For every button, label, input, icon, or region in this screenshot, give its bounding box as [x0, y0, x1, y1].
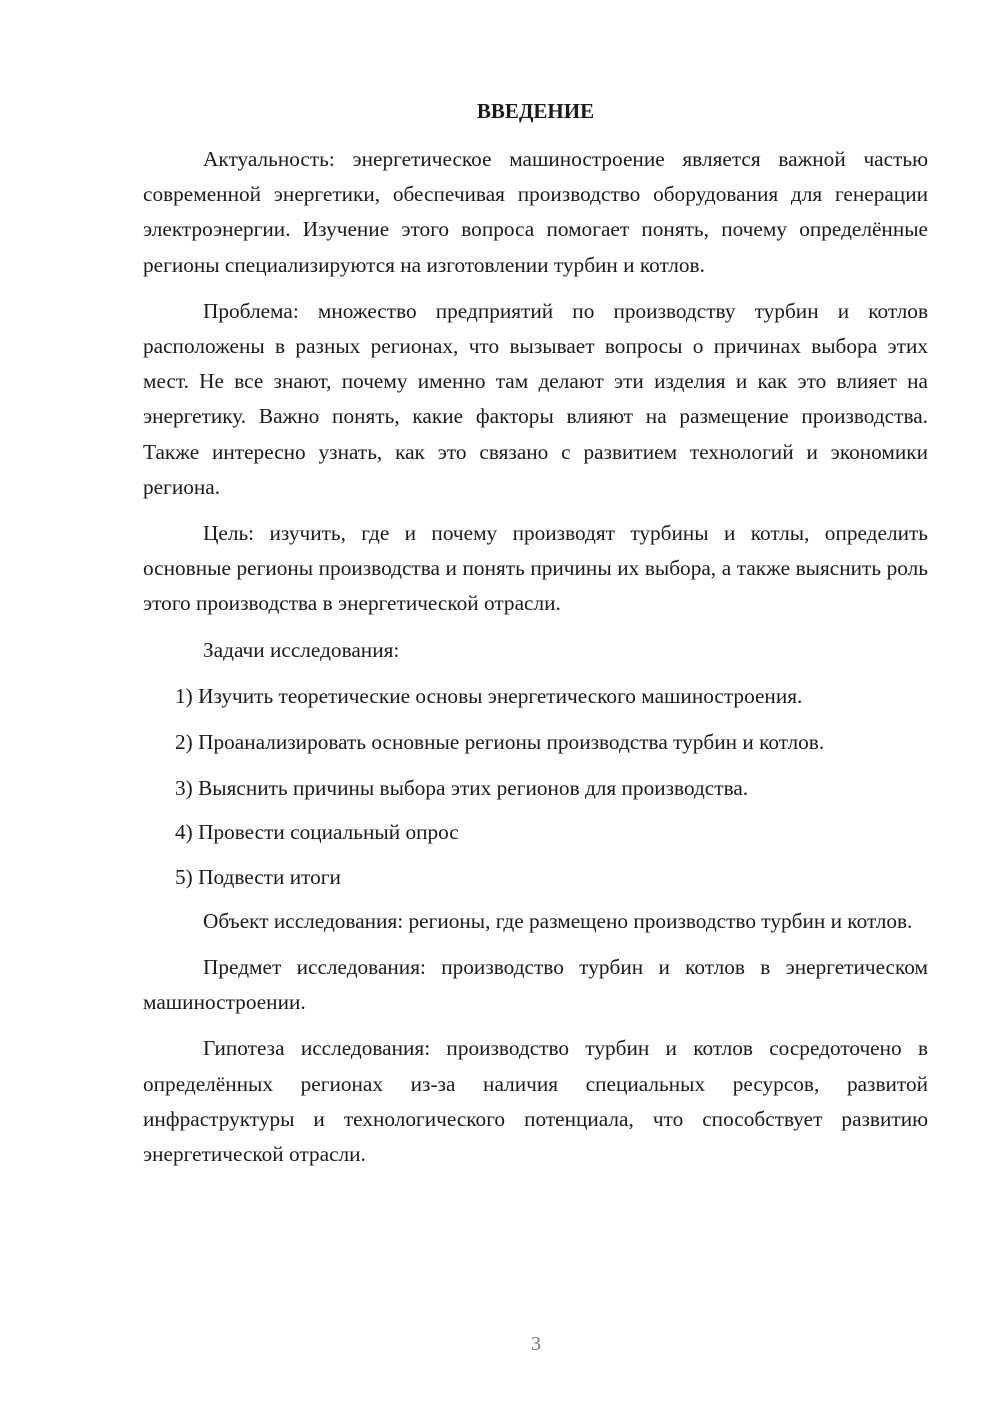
subject-paragraph: Предмет исследования: производство турбин и котлов в энергетическом машиностроении.	[143, 955, 928, 1015]
task-item-4: 4) Провести социальный опрос	[175, 820, 459, 845]
task-item-5: 5) Подвести итоги	[175, 864, 341, 889]
relevance-paragraph: Актуальность: энергетическое машиностроение является важной частью современной энергетики, обеспечивая производство оборудования для генерации электроэнергии. Изучение этого вопроса помогает понять, почему определённые регионы специализируются на изготовлении турбин и котлов.	[143, 147, 928, 277]
problem-paragraph: Проблема: множество предприятий по производству турбин и котлов расположены в разных регионах, что вызывает вопросы о причинах выбора этих мест. Не все знают, почему именно там делают эти изделия и как это влияет на энергетику. Важно понять, какие факторы влияют на размещение производства. Также интересно узнать, как это связано с развитием технологий и экономики региона.	[143, 298, 928, 499]
section-title: ВВЕДЕНИЕ	[476, 99, 595, 123]
goal-paragraph: Цель: изучить, где и почему производят турбины и котлы, определить основные регионы производства и понять причины их выбора, а также выяснить роль этого производства в энергетической отрасли.	[143, 521, 928, 616]
task-item-2: 2) Проанализировать основные регионы производства турбин и котлов.	[175, 730, 825, 755]
page-number: 3	[531, 1333, 541, 1355]
hypothesis-paragraph: Гипотеза исследования: производство турбин и котлов сосредоточено в определённых регионах из-за наличия специальных ресурсов, развитой инфраструктуры и технологического потенциала, что способствует развитию энергетической отрасли.	[143, 1036, 928, 1167]
task-item-1: 1) Изучить теоретические основы энергетического машиностроения.	[175, 683, 803, 708]
document-body	[143, 142, 928, 1183]
task-item-3: 3) Выяснить причины выбора этих регионов для производства.	[175, 776, 749, 801]
tasks-heading: Задачи исследования:	[203, 637, 400, 662]
object-paragraph: Объект исследования: регионы, где размещено производство турбин и котлов.	[203, 908, 913, 933]
